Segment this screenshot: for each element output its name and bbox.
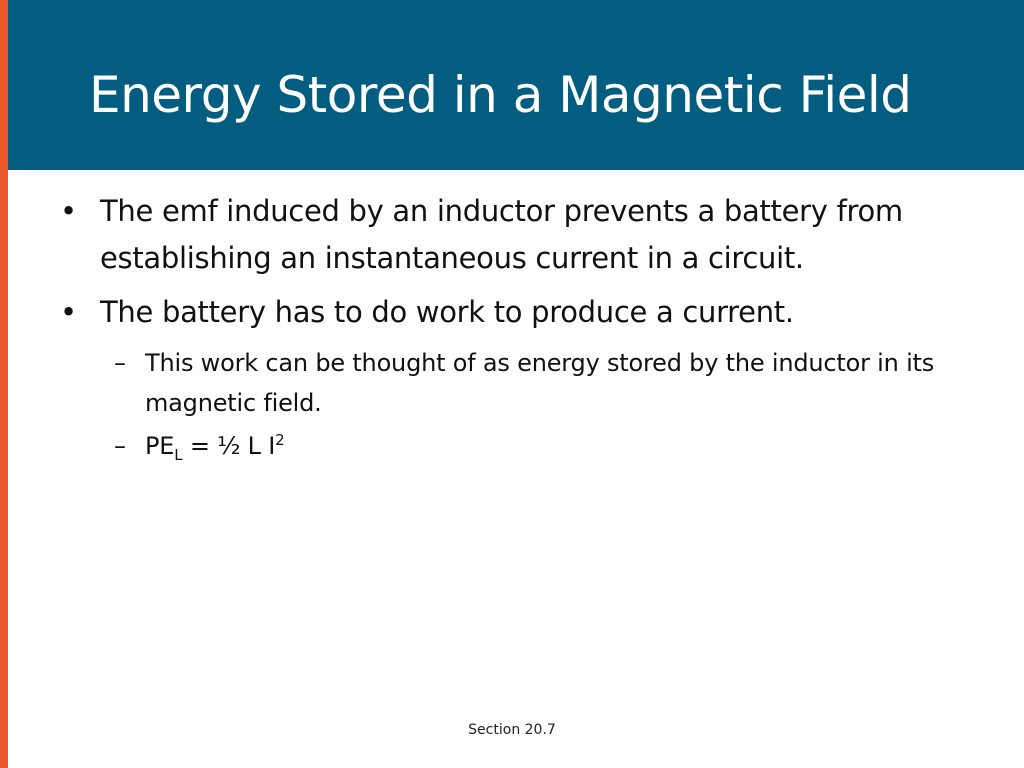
bullet-marker: •	[60, 194, 77, 228]
sub-bullet-marker: –	[114, 349, 126, 377]
formula-subscript: L	[174, 445, 183, 464]
bullet-marker: •	[60, 295, 77, 329]
bullet-item	[60, 188, 960, 282]
formula-superscript: 2	[275, 431, 285, 449]
section-footer: Section 20.7	[468, 722, 556, 738]
sub-bullet-text: This work can be thought of as energy stored by the inductor in its magnetic field.	[145, 349, 935, 417]
sub-bullet-marker: –	[114, 432, 126, 460]
slide-title: Energy Stored in a Magnetic Field	[89, 66, 912, 124]
slide-body	[60, 188, 960, 469]
sub-bullet-item	[60, 343, 960, 423]
bullet-text: The battery has to do work to produce a current.	[100, 295, 794, 329]
formula-item	[60, 426, 960, 466]
formula-middle: = ½ L I	[182, 432, 276, 460]
formula-base: PE	[145, 432, 175, 460]
left-accent-bar	[0, 0, 8, 768]
bullet-text: The emf induced by an inductor prevents a battery from establishing an instantaneous current in a circuit.	[100, 194, 903, 275]
bullet-item	[60, 289, 960, 336]
